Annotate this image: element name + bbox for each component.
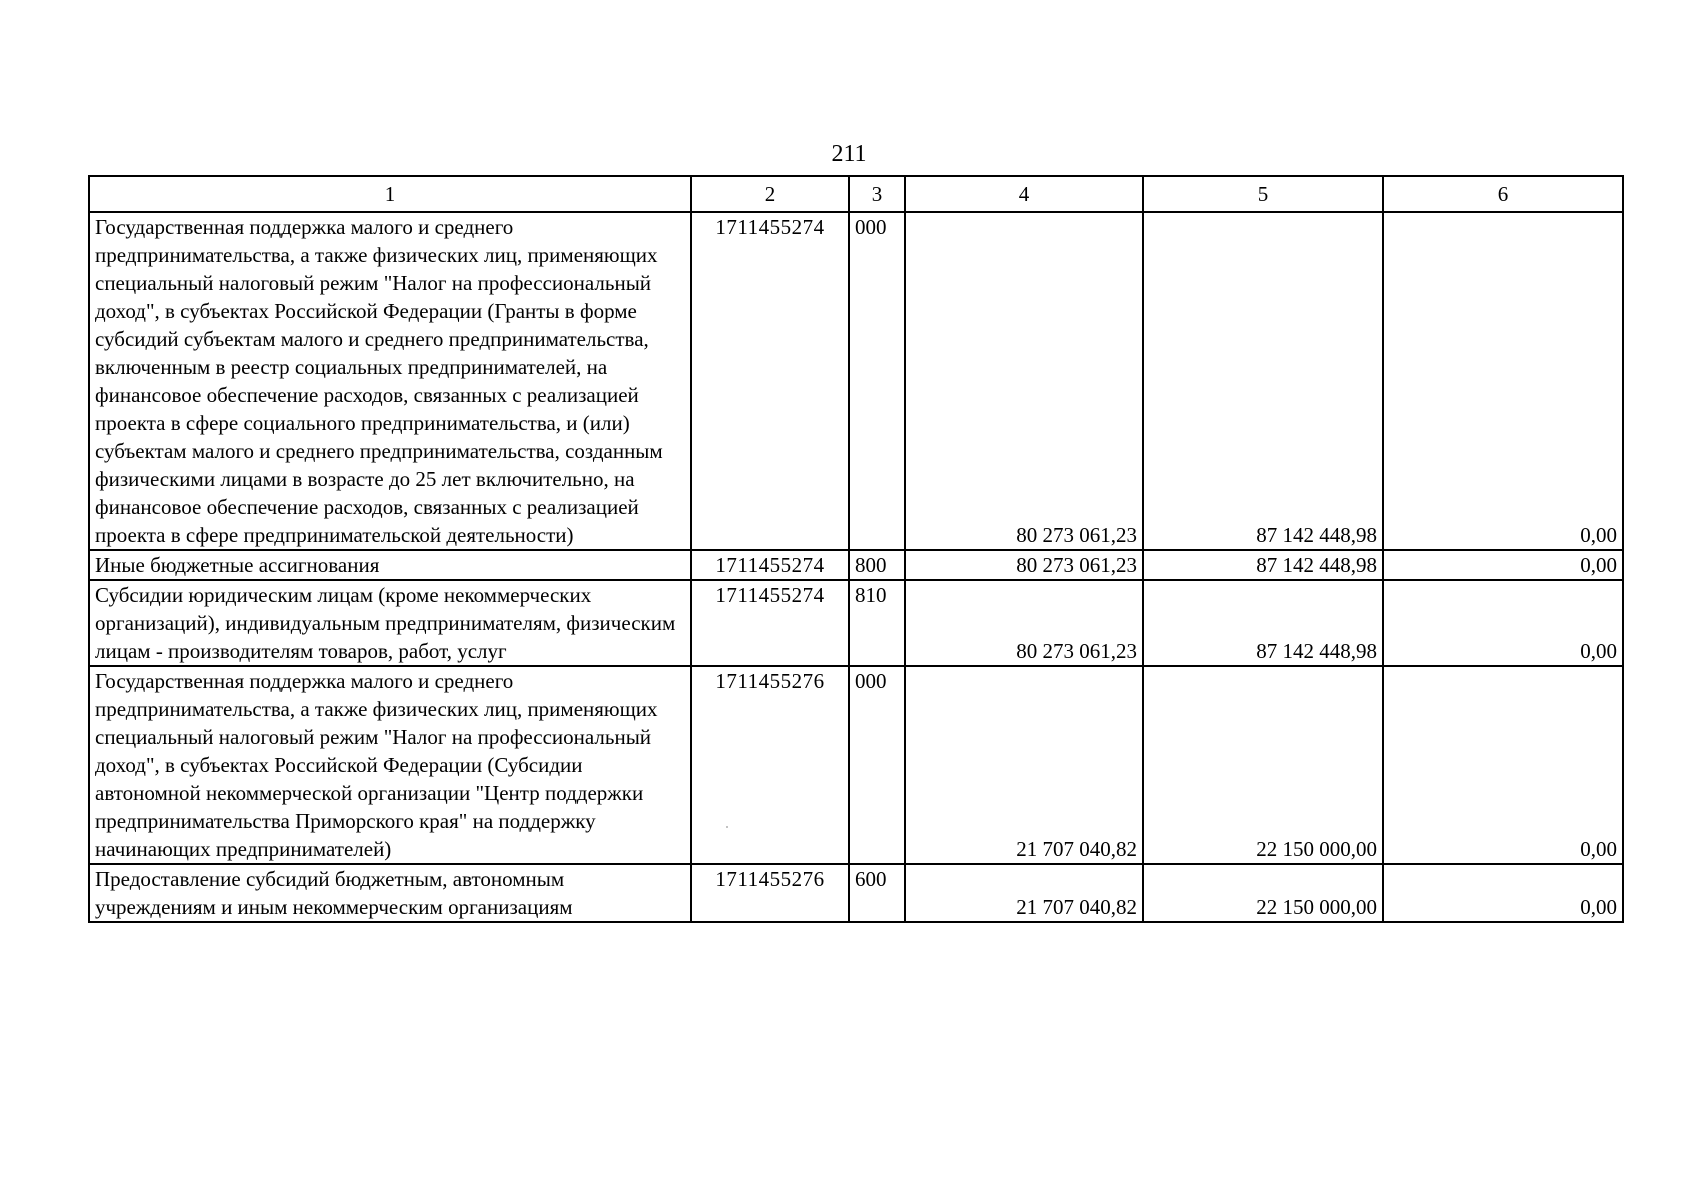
row-amount-col5 <box>1143 580 1383 666</box>
table-row <box>89 864 1623 922</box>
row-code: 1711455274 <box>691 580 849 666</box>
row-amount-col4 <box>905 550 1143 580</box>
row-amount-col6 <box>1383 666 1623 864</box>
table-row <box>89 666 1623 864</box>
row-name: Предоставление субсидий бюджетным, автономным учреждениям и иным некоммерческим организациям <box>89 864 691 922</box>
row-expense-type: 600 <box>849 864 905 922</box>
row-amount-col4 <box>905 580 1143 666</box>
amount-value: 22 150 000,00 <box>1256 837 1377 861</box>
amount-value: 80 273 061,23 <box>1016 639 1137 663</box>
table-header-row <box>89 176 1623 212</box>
row-name: Иные бюджетные ассигнования <box>89 550 691 580</box>
table-row <box>89 212 1623 550</box>
row-name: Субсидии юридическим лицам (кроме некоммерческих организаций), индивидуальным предпринимателям, физическим лицам - производителям товаров, работ, услуг <box>89 580 691 666</box>
row-code: 1711455274 <box>691 212 849 550</box>
row-code: 1711455276 <box>691 864 849 922</box>
row-expense-type: 800 <box>849 550 905 580</box>
row-expense-type: 810 <box>849 580 905 666</box>
amount-value: 0,00 <box>1580 837 1617 861</box>
row-code: 1711455274 <box>691 550 849 580</box>
page-number: 211 <box>831 141 867 167</box>
row-amount-col4 <box>905 864 1143 922</box>
row-amount-col6 <box>1383 864 1623 922</box>
header-col-6: 6 <box>1383 176 1623 212</box>
row-amount-col5 <box>1143 864 1383 922</box>
row-name: Государственная поддержка малого и среднего предпринимательства, а также физических лиц, применяющих специальный налоговый режим "Налог на профессиональный доход", в субъектах Российской Федерации (Субсидии автономной некоммерческой организации "Центр поддержки предпринимательства Приморского края" на поддержку начинающих предпринимателей) <box>89 666 691 864</box>
row-amount-col6 <box>1383 580 1623 666</box>
amount-value: 87 142 448,98 <box>1256 639 1377 663</box>
row-amount-col5 <box>1143 666 1383 864</box>
amount-value: 80 273 061,23 <box>1016 553 1137 577</box>
row-amount-col5 <box>1143 212 1383 550</box>
header-col-5: 5 <box>1143 176 1383 212</box>
budget-table <box>88 175 1624 923</box>
row-amount-col4 <box>905 666 1143 864</box>
amount-value: 0,00 <box>1580 523 1617 547</box>
header-col-3: 3 <box>849 176 905 212</box>
amount-value: 21 707 040,82 <box>1016 895 1137 919</box>
table-row <box>89 580 1623 666</box>
row-name: Государственная поддержка малого и среднего предпринимательства, а также физических лиц, применяющих специальный налоговый режим "Налог на профессиональный доход", в субъектах Российской Федерации (Гранты в форме субсидий субъектам малого и среднего предпринимательства, включенным в реестр социальных предпринимателей, на финансовое обеспечение расходов, связанных с реализацией проекта в сфере социального предпринимательства, и (или) субъектам малого и среднего предпринимательства, созданным физическими лицами в возрасте до 25 лет включительно, на финансовое обеспечение расходов, связанных с реализацией проекта в сфере предпринимательской деятельности) <box>89 212 691 550</box>
amount-value: 0,00 <box>1580 639 1617 663</box>
amount-value: 0,00 <box>1580 553 1617 577</box>
amount-value: 87 142 448,98 <box>1256 523 1377 547</box>
table-row <box>89 550 1623 580</box>
row-expense-type: 000 <box>849 212 905 550</box>
amount-value: 22 150 000,00 <box>1256 895 1377 919</box>
scan-speck <box>726 826 728 828</box>
row-code: 1711455276 <box>691 666 849 864</box>
row-amount-col6 <box>1383 212 1623 550</box>
header-col-1: 1 <box>89 176 691 212</box>
row-amount-col5 <box>1143 550 1383 580</box>
header-col-4: 4 <box>905 176 1143 212</box>
amount-value: 0,00 <box>1580 895 1617 919</box>
amount-value: 80 273 061,23 <box>1016 523 1137 547</box>
row-amount-col6 <box>1383 550 1623 580</box>
header-col-2: 2 <box>691 176 849 212</box>
row-amount-col4 <box>905 212 1143 550</box>
amount-value: 21 707 040,82 <box>1016 837 1137 861</box>
row-expense-type: 000 <box>849 666 905 864</box>
amount-value: 87 142 448,98 <box>1256 553 1377 577</box>
